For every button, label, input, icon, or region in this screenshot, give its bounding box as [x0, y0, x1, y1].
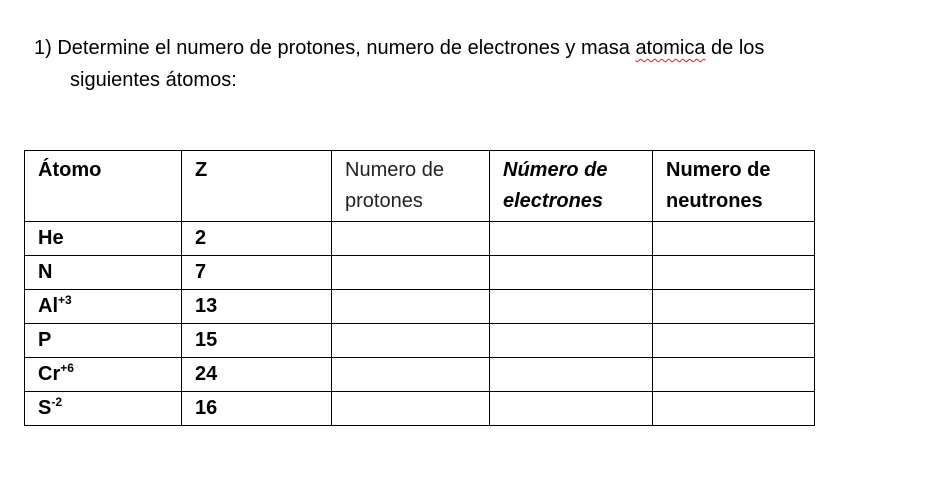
table-row — [25, 222, 815, 256]
atom-z-cell[interactable]: 24 — [182, 358, 332, 392]
header-protones[interactable] — [332, 151, 490, 222]
table-row — [25, 324, 815, 358]
table-row — [25, 392, 815, 426]
atom-symbol-cell[interactable]: N — [25, 256, 182, 290]
table-row — [25, 290, 815, 324]
atom-z-cell[interactable]: 2 — [182, 222, 332, 256]
protones-cell[interactable] — [332, 324, 490, 358]
table-row — [25, 358, 815, 392]
question-line-2: siguientes átomos: — [70, 69, 237, 91]
atom-z-cell[interactable]: 13 — [182, 290, 332, 324]
question-text-end: de los — [705, 37, 765, 59]
misspelled-word[interactable]: atomica — [635, 37, 706, 59]
question-text — [34, 32, 934, 96]
header-protones-line2: protones — [345, 190, 423, 212]
header-z[interactable]: Z — [182, 151, 332, 222]
electrones-cell[interactable] — [490, 358, 653, 392]
neutrones-cell[interactable] — [653, 392, 815, 426]
question-text-start: Determine el numero de protones, numero de electrones y masa — [57, 37, 636, 59]
header-neutrones-line2: neutrones — [666, 190, 763, 212]
question-number: 1) — [34, 37, 52, 59]
protones-cell[interactable] — [332, 358, 490, 392]
neutrones-cell[interactable] — [653, 256, 815, 290]
table-row — [25, 256, 815, 290]
header-neutrones[interactable] — [653, 151, 815, 222]
atom-symbol-cell[interactable]: $Cr^{+6}$ — [25, 358, 182, 392]
header-neutrones-line1: Numero de — [666, 159, 771, 181]
atom-symbol-cell[interactable]: $Al^{+3}$ — [25, 290, 182, 324]
header-electrones[interactable] — [490, 151, 653, 222]
neutrones-cell[interactable] — [653, 222, 815, 256]
electrones-cell[interactable] — [490, 392, 653, 426]
table-header-row — [25, 151, 815, 222]
neutrones-cell[interactable] — [653, 358, 815, 392]
protones-cell[interactable] — [332, 222, 490, 256]
header-atomo[interactable]: Átomo — [25, 151, 182, 222]
atom-symbol-cell[interactable]: He — [25, 222, 182, 256]
header-electrones-line1: Número de — [503, 159, 608, 181]
header-protones-line1: Numero de — [345, 159, 444, 181]
atom-z-cell[interactable]: 7 — [182, 256, 332, 290]
electrones-cell[interactable] — [490, 222, 653, 256]
protones-cell[interactable] — [332, 256, 490, 290]
electrones-cell[interactable] — [490, 256, 653, 290]
protones-cell[interactable] — [332, 290, 490, 324]
protones-cell[interactable] — [332, 392, 490, 426]
atoms-table — [24, 150, 815, 426]
neutrones-cell[interactable] — [653, 290, 815, 324]
header-electrones-line2: electrones — [503, 190, 604, 212]
electrones-cell[interactable] — [490, 290, 653, 324]
neutrones-cell[interactable] — [653, 324, 815, 358]
atom-symbol-cell[interactable]: P — [25, 324, 182, 358]
atom-symbol-cell[interactable]: $S^{-2}$ — [25, 392, 182, 426]
electrones-cell[interactable] — [490, 324, 653, 358]
atom-z-cell[interactable]: 15 — [182, 324, 332, 358]
atom-z-cell[interactable]: 16 — [182, 392, 332, 426]
